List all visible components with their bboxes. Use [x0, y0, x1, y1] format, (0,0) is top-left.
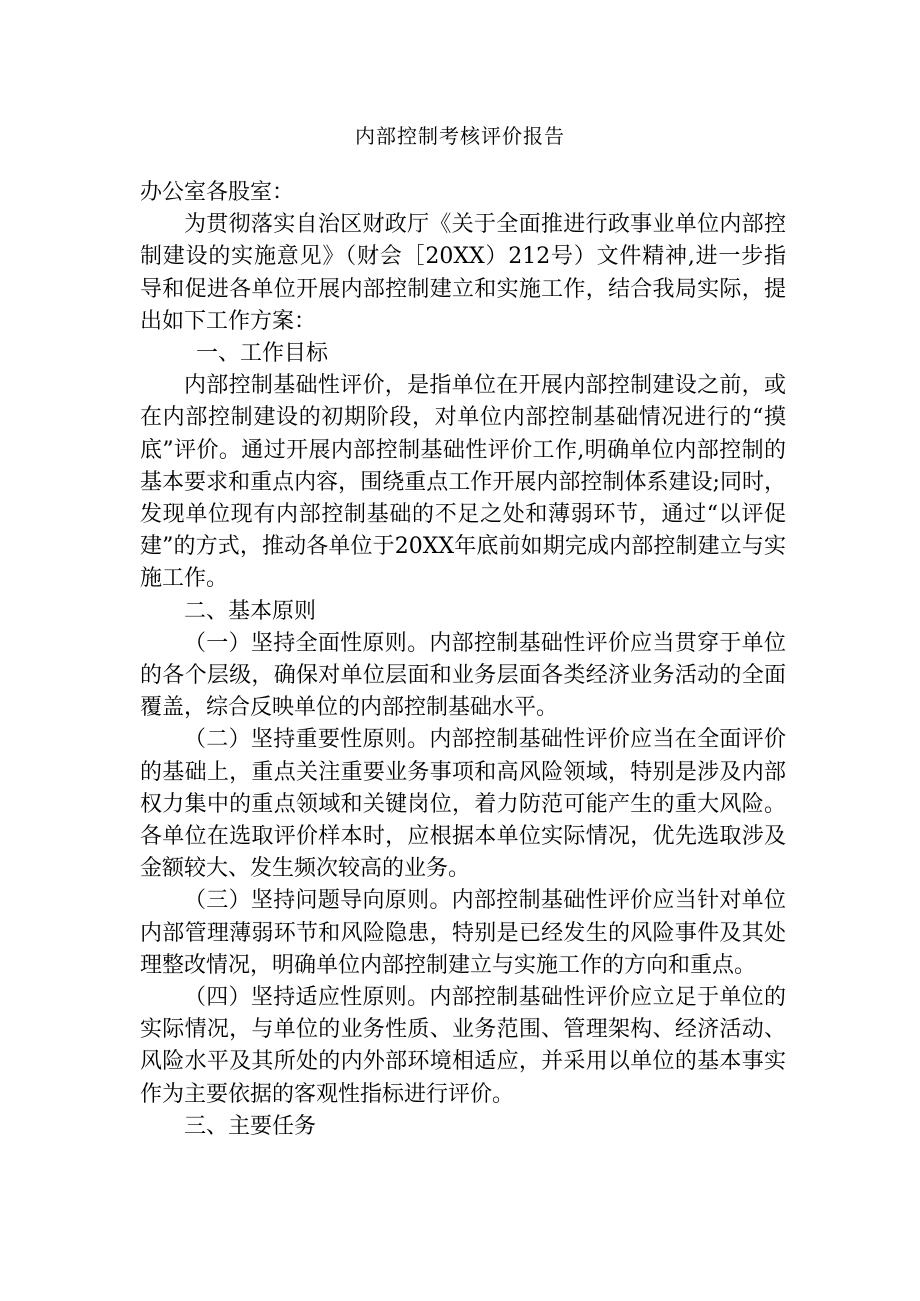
- paragraph-principle-problem-oriented: （三）坚持问题导向原则。内部控制基础性评价应当针对单位内部管理薄弱环节和风险隐患，特别是已经发生的风险事件及其处理整改情况，明确单位内部控制建立与实施工作的方向和重点。: [140, 888, 786, 978]
- paragraph-goals: 内部控制基础性评价，是指单位在开展内部控制建设之前，或在内部控制建设的初期阶段，对单位内部控制基础情况进行的“摸底”评价。通过开展内部控制基础性评价工作,明确单位内部控制的基本要求和重点内容，围绕重点工作开展内部控制体系建设;同时，发现单位现有内部控制基础的不足之处和薄弱环节，通过“以评促建”的方式，推动各单位于20XX年底前如期完成内部控制建立与实施工作。: [140, 373, 786, 592]
- salutation: 办公室各股室：: [140, 180, 295, 205]
- section-heading-goals: 一、工作目标: [196, 341, 329, 367]
- paragraph-principle-adaptability: （四）坚持适应性原则。内部控制基础性评价应立足于单位的实际情况，与单位的业务性质、业务范围、管理架构、经济活动、风险水平及其所处的内外部环境相适应，并采用以单位的基本事实作为主要依据的客观性指标进行评价。: [140, 985, 786, 1107]
- paragraph-principle-comprehensive: （一）坚持全面性原则。内部控制基础性评价应当贯穿于单位的各个层级，确保对单位层面和业务层面各类经济业务活动的全面覆盖，综合反映单位的内部控制基础水平。: [140, 630, 786, 721]
- section-heading-main-tasks: 三、主要任务: [184, 1113, 317, 1139]
- document-title: 内部控制考核评价报告: [355, 124, 565, 148]
- paragraph-intro: 为贯彻落实自治区财政厅《关于全面推进行政事业单位内部控制建设的实施意见》（财会［20XX）212号）文件精神,进一步指导和促进各单位开展内部控制建立和实施工作，结合我局实际，提出如下工作方案：: [140, 212, 786, 334]
- document-body: [140, 177, 786, 1143]
- section-heading-principles: 二、基本原则: [184, 598, 317, 624]
- paragraph-principle-importance: （二）坚持重要性原则。内部控制基础性评价应当在全面评价的基础上，重点关注重要业务事项和高风险领域，特别是涉及内部权力集中的重点领域和关键岗位，着力防范可能产生的重大风险。各单位在选取评价样本时，应根据本单位实际情况，优先选取涉及金额较大、发生频次较高的业务。: [140, 727, 786, 882]
